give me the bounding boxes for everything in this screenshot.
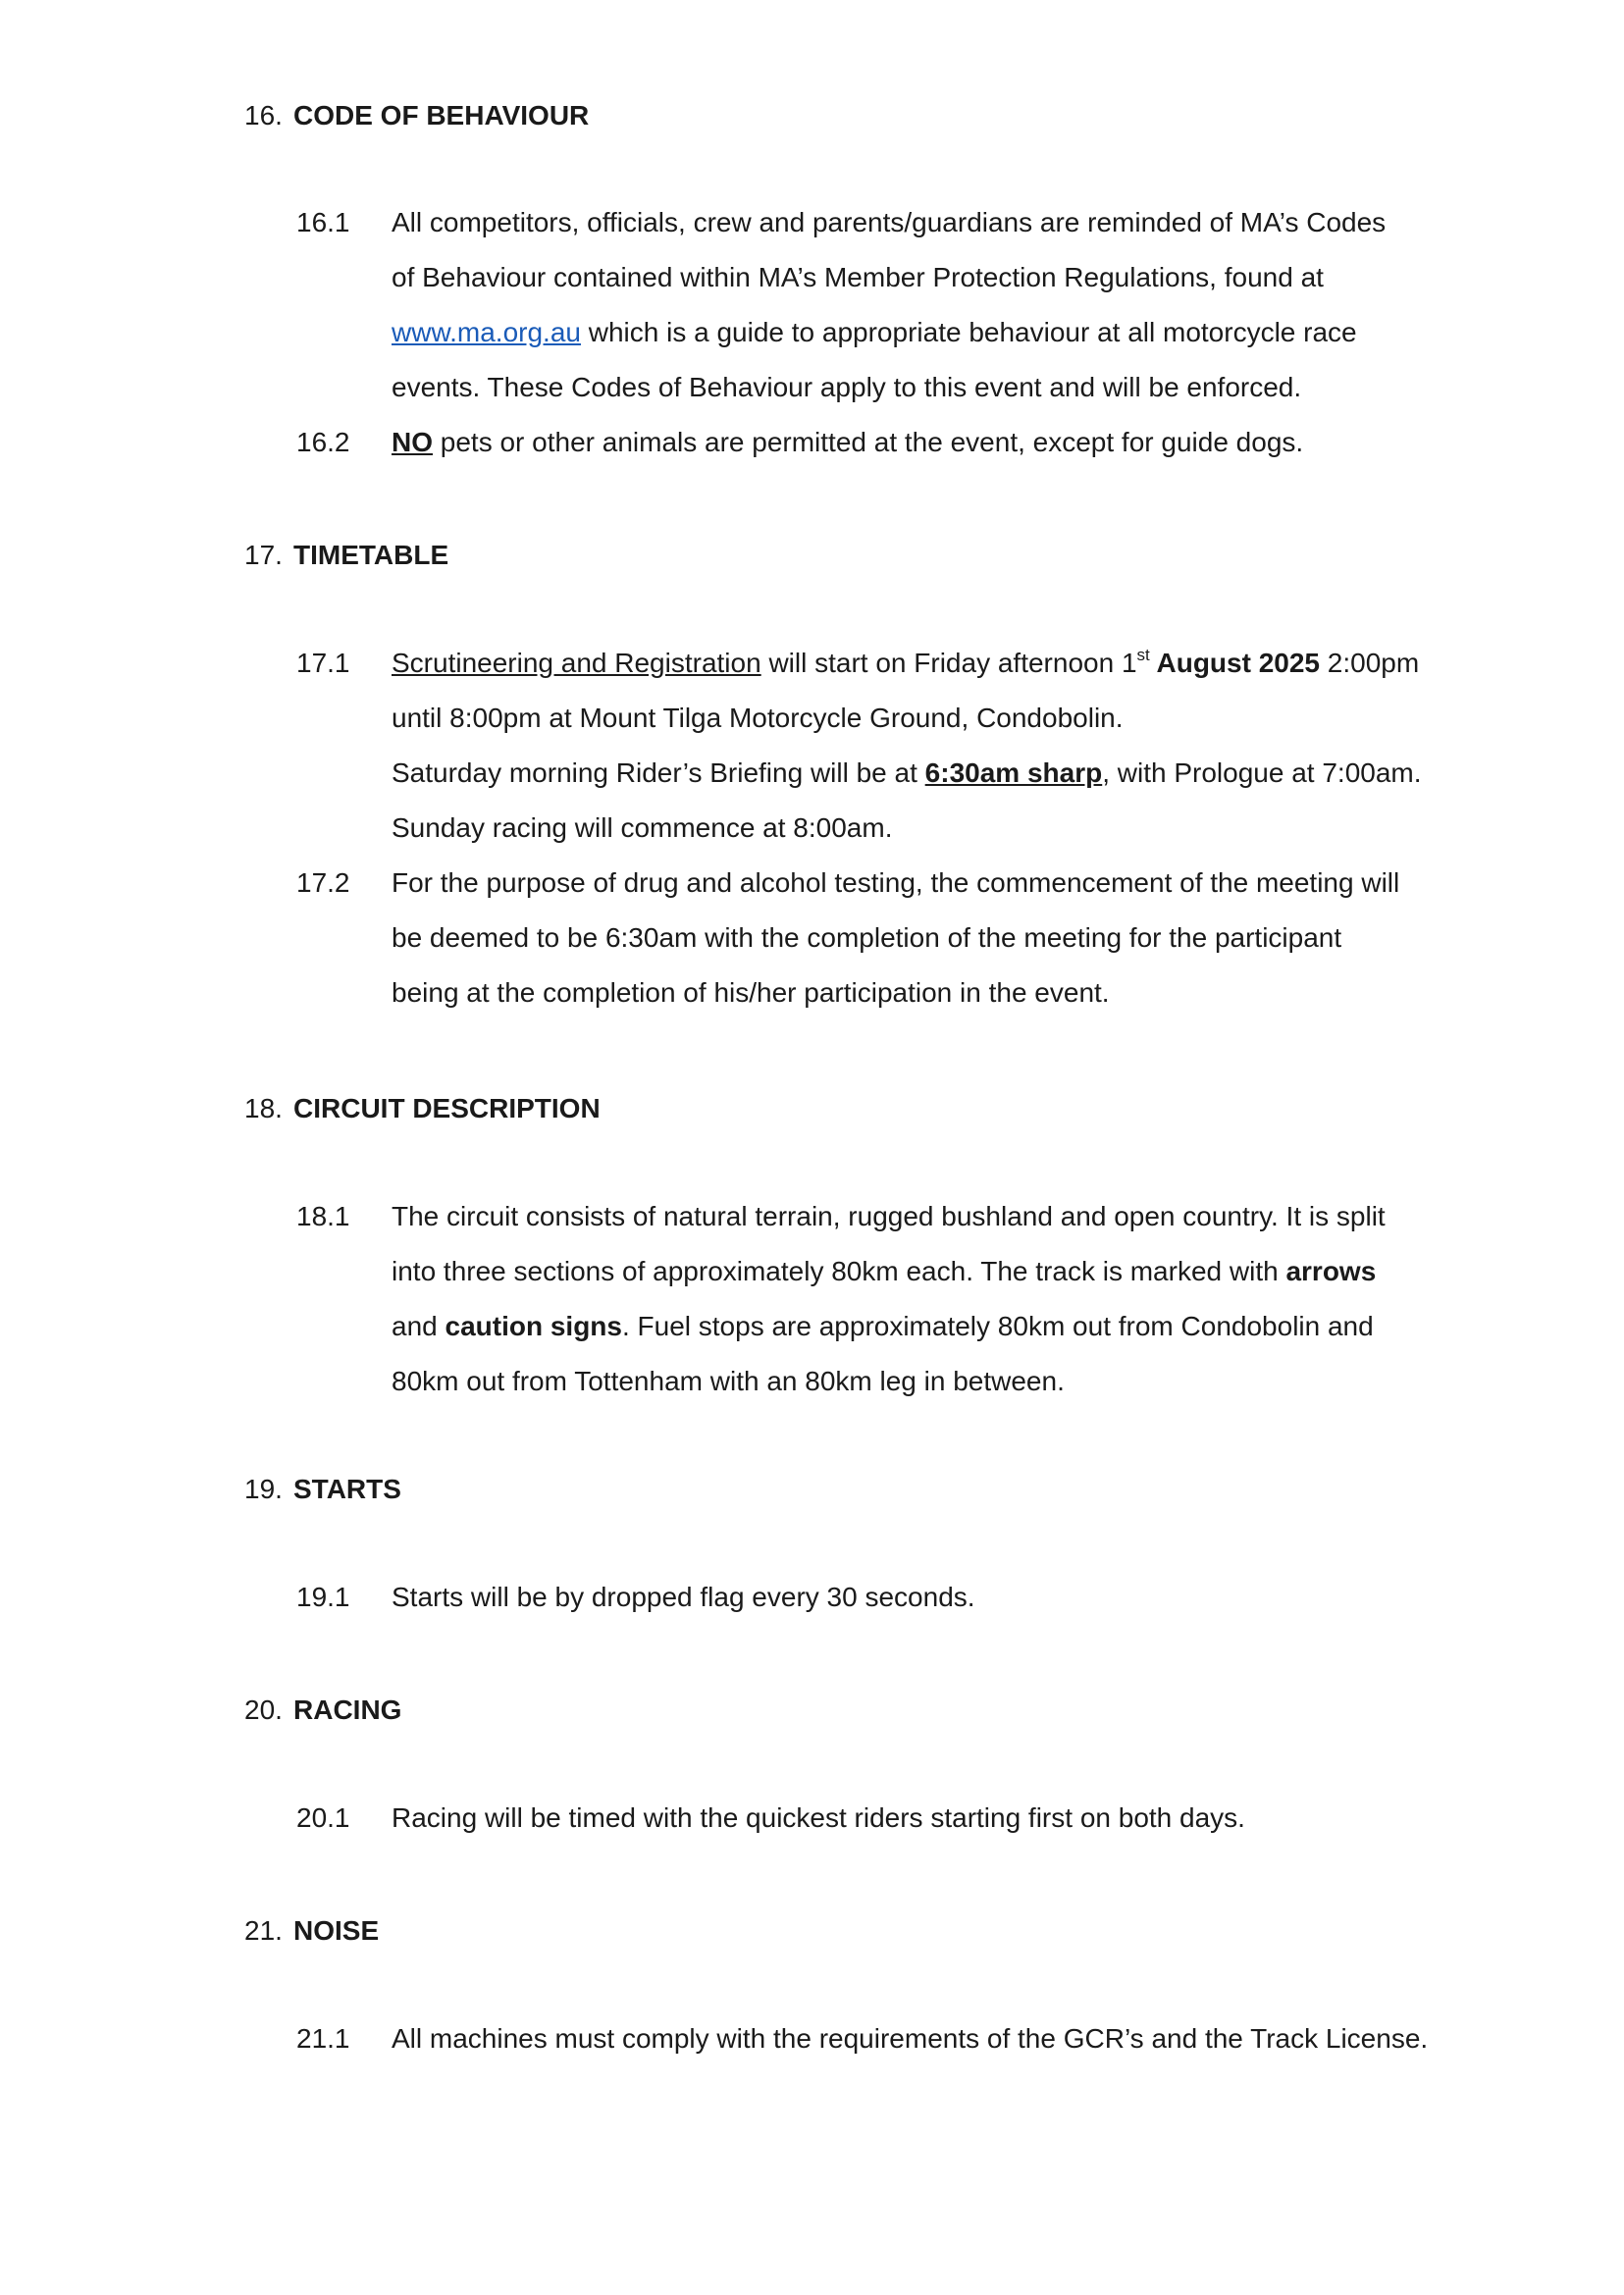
section-heading-21 bbox=[244, 1911, 379, 1951]
section-title: CIRCUIT DESCRIPTION bbox=[293, 1093, 601, 1123]
clause-number: 21.1 bbox=[296, 2023, 350, 2054]
section-heading-17 bbox=[244, 536, 448, 575]
clause-line: of Behaviour contained within MA’s Member Protection Regulations, found at bbox=[392, 262, 1324, 292]
section-title: NOISE bbox=[293, 1915, 380, 1946]
section-title: STARTS bbox=[293, 1474, 401, 1504]
clause-line: Scrutineering and Registration will start on Friday afternoon 1st August 2025 2:00pm bbox=[392, 646, 1420, 678]
clause-17-1 bbox=[296, 636, 1425, 856]
section-title: CODE OF BEHAVIOUR bbox=[293, 100, 590, 130]
scrutineering-underlined: Scrutineering and Registration bbox=[392, 648, 761, 678]
section-heading-16 bbox=[244, 96, 589, 135]
clause-number: 16.2 bbox=[296, 427, 350, 457]
clause-line: All competitors, officials, crew and parents/guardians are reminded of MA’s Codes bbox=[392, 207, 1387, 237]
section-number: 17. bbox=[244, 540, 283, 570]
clause-number: 18.1 bbox=[296, 1201, 350, 1231]
section-title: RACING bbox=[293, 1695, 402, 1725]
clause-number: 17.1 bbox=[296, 648, 350, 678]
clause-16-2 bbox=[296, 415, 1425, 470]
section-number: 16. bbox=[244, 100, 283, 130]
clause-16-1 bbox=[296, 195, 1425, 415]
no-emphasis: NO bbox=[392, 427, 433, 457]
clause-20-1 bbox=[296, 1791, 1425, 1846]
clause-line: Sunday racing will commence at 8:00am. bbox=[392, 812, 893, 843]
clause-line: into three sections of approximately 80km each. The track is marked with arrows bbox=[392, 1256, 1377, 1286]
clause-number: 20.1 bbox=[296, 1802, 350, 1833]
clause-19-1 bbox=[296, 1570, 1425, 1625]
section-heading-18 bbox=[244, 1089, 601, 1128]
section-number: 18. bbox=[244, 1093, 283, 1123]
clause-line: being at the completion of his/her participation in the event. bbox=[392, 977, 1110, 1008]
clause-21-1 bbox=[296, 2011, 1429, 2066]
section-heading-20 bbox=[244, 1691, 401, 1730]
clause-line: and caution signs. Fuel stops are approximately 80km out from Condobolin and bbox=[392, 1311, 1374, 1341]
clause-line: events. These Codes of Behaviour apply to this event and will be enforced. bbox=[392, 372, 1302, 402]
clause-line: The circuit consists of natural terrain, rugged bushland and open country. It is split bbox=[392, 1201, 1386, 1231]
clause-line: For the purpose of drug and alcohol testing, the commencement of the meeting will bbox=[392, 867, 1400, 898]
clause-line: 80km out from Tottenham with an 80km leg in between. bbox=[392, 1366, 1065, 1396]
clause-line: www.ma.org.au which is a guide to appropriate behaviour at all motorcycle race bbox=[392, 317, 1357, 347]
section-title: TIMETABLE bbox=[293, 540, 449, 570]
clause-18-1 bbox=[296, 1189, 1425, 1409]
clause-number: 19.1 bbox=[296, 1582, 350, 1612]
clause-line: Racing will be timed with the quickest riders starting first on both days. bbox=[392, 1802, 1245, 1833]
section-number: 19. bbox=[244, 1474, 283, 1504]
clause-line: All machines must comply with the requirements of the GCR’s and the Track License. bbox=[392, 2023, 1429, 2054]
clause-number: 16.1 bbox=[296, 207, 350, 237]
clause-line: NO pets or other animals are permitted at the event, except for guide dogs. bbox=[392, 427, 1304, 457]
ma-website-link[interactable]: www.ma.org.au bbox=[392, 317, 581, 347]
clause-number: 17.2 bbox=[296, 867, 350, 898]
clause-line: Saturday morning Rider’s Briefing will be at 6:30am sharp, with Prologue at 7:00am. bbox=[392, 757, 1422, 788]
clause-line: be deemed to be 6:30am with the completion of the meeting for the participant bbox=[392, 922, 1342, 953]
briefing-time: 6:30am sharp bbox=[924, 757, 1103, 788]
clause-line: Starts will be by dropped flag every 30 seconds. bbox=[392, 1582, 975, 1612]
section-number: 21. bbox=[244, 1915, 283, 1946]
section-number: 20. bbox=[244, 1695, 283, 1725]
section-heading-19 bbox=[244, 1470, 401, 1509]
clause-line: until 8:00pm at Mount Tilga Motorcycle Ground, Condobolin. bbox=[392, 703, 1124, 733]
clause-17-2 bbox=[296, 856, 1425, 1020]
